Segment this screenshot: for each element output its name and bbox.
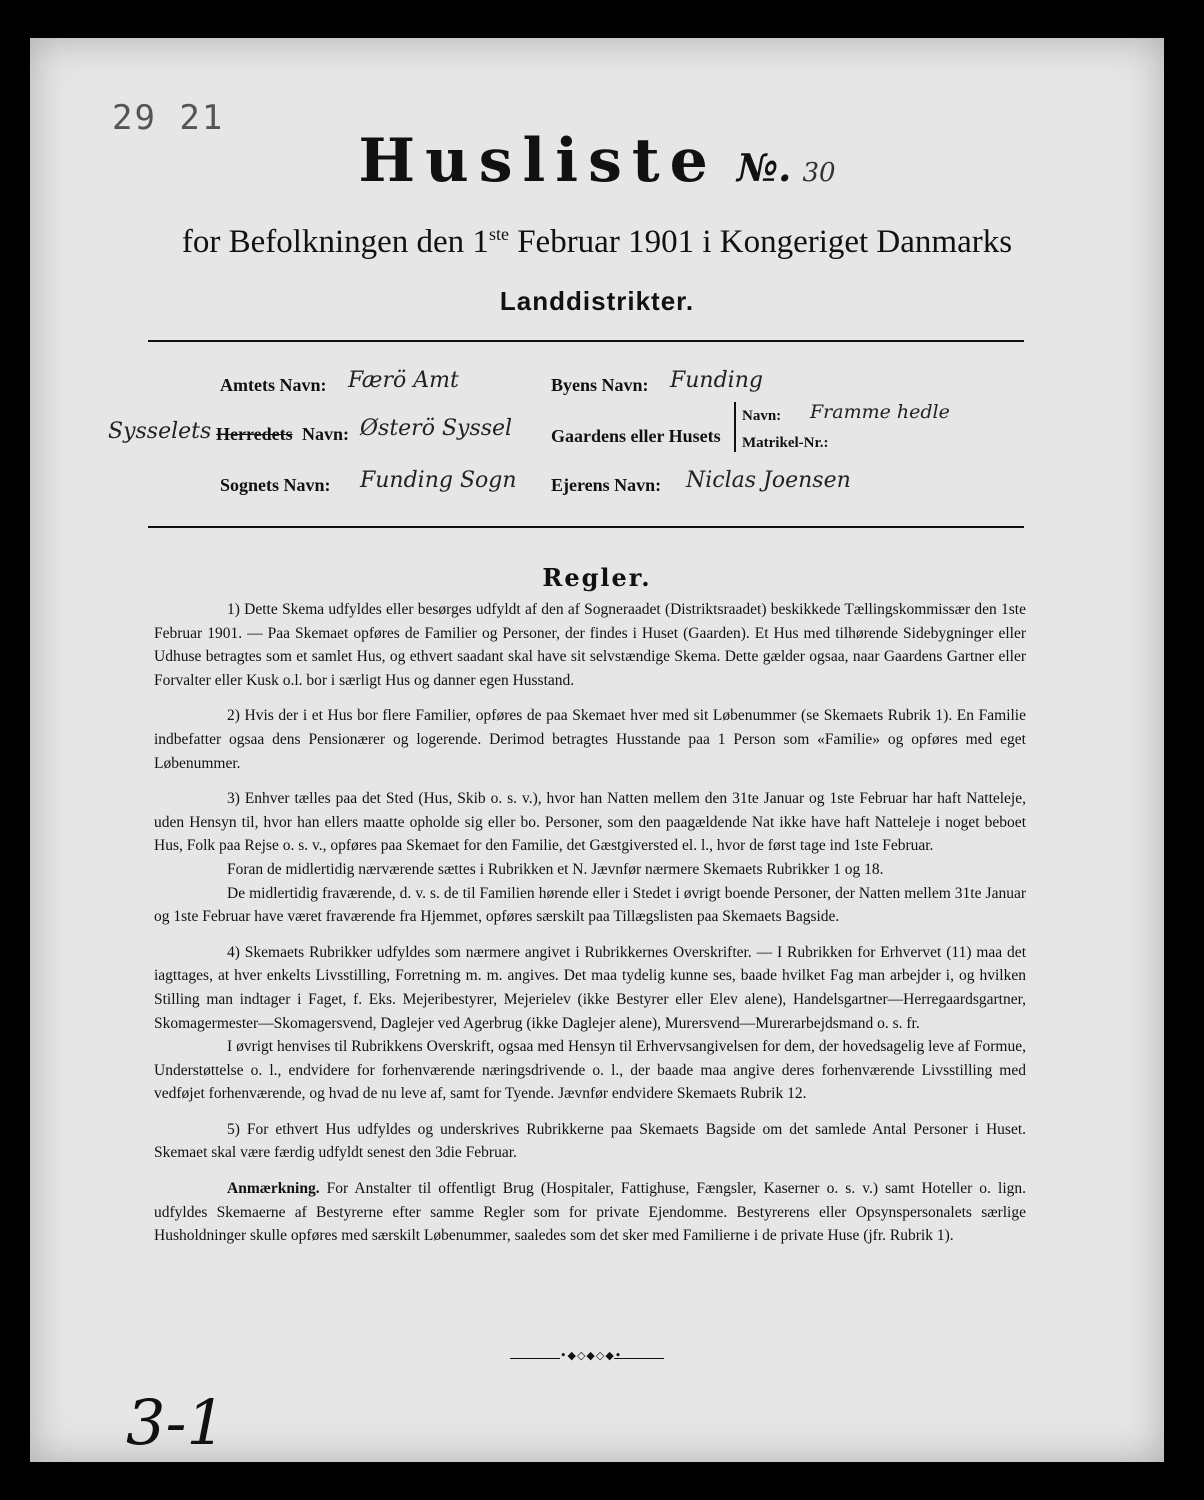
amtets-value: Færö Amt <box>348 368 459 393</box>
ornament: •◆◇◆◇◆• <box>560 1349 623 1362</box>
top-divider <box>148 340 1024 342</box>
census-form-page <box>30 38 1164 1462</box>
navn-value: Framme hedle <box>810 401 950 423</box>
number-value: 30 <box>802 158 836 188</box>
rule-2: 2) Hvis der i et Hus bor flere Familier, opføres de paa Skemaet hver med sit Løbenummer (se Skemaets Rubrik 1). En Familie indbefatter ogsaa dens Pensionærer og logerende. Derimod betragtes Husstande paa 1 Person som «Familie» og opføres med eget Løbenummer. <box>154 707 1026 772</box>
brace-line <box>734 402 740 452</box>
handwritten-mark: 3-1 <box>126 1386 226 1459</box>
rule-1: 1) Dette Skema udfyldes eller besørges udfyldt af den af Sogneraadet (Distriktsraadet) beskikkede Tællingskommissær den 1ste Februar 1901. — Paa Skemaet opføres de Familier og Personer, der findes i Huset (Gaarden). Et Hus med tilhørende Sidebygninger eller Udhuse betragtes som et samlet Hus, og ethvert saadant skal have sit selvstændige Skema. Dette gælder ogsaa, naar Gaardens Gartner eller Forvalter eller Kusk o.l. bor i særligt Hus og danner egen Husstand. <box>154 601 1026 689</box>
amtets-label: Amtets Navn: <box>220 375 327 395</box>
note-text: For Anstalter til offentligt Brug (Hospitaler, Fattighuse, Fængsler, Kaserner o. s. v.) samt Hoteller o. lign. udfyldes Skemaerne af Bestyrerne efter samme Regler som for private Ejendomme. Bestyrerens eller Opsynspersonalets særlige Husholdninger skulle opføres med særskilt Løbenummer, saaledes som det sker med Familierne i de private Huse (jfr. Rubrik 1). <box>154 1180 1026 1245</box>
rules-title: Regler. <box>542 563 652 592</box>
gaardens-label: Gaardens eller Husets <box>551 426 721 446</box>
ejerens-label: Ejerens Navn: <box>551 475 662 495</box>
ejerens-value: Niclas Joensen <box>686 468 851 493</box>
navn-label: Navn: <box>742 408 782 424</box>
subtitle-pre: for Befolkningen den 1 <box>181 224 489 260</box>
stamp-number: 29 21 <box>112 98 225 138</box>
rule-3: 3) Enhver tælles paa det Sted (Hus, Skib o. s. v.), hvor han Natten mellem den 31te Januar og 1ste Februar har haft Natteleje, uden Hensyn til, hvor han ellers maatte opholde sig eller bo. Personer, som den paagældende Nat ikke have haft Natteleje i noget beboet Hus, Folk paa Rejse o. s. v., opføres paa Skemaet for den Familie, det Gæstgiversted el. l., hvor de først tage ind 1ste Februar. <box>154 790 1026 855</box>
rules-body <box>154 598 1026 1260</box>
subtitle-post: Februar 1901 i Kongeriget Danmarks <box>508 224 1013 260</box>
herredets-struck: Herredets <box>216 424 293 444</box>
rule-4: 4) Skemaets Rubrikker udfyldes som nærmere angivet i Rubrikkernes Overskrifter. — I Rubrikken for Erhvervet (11) maa det iagttages, at hver enkelts Livsstilling, Forretning m. m. angives. Det maa tydelig kunne ses, baade hvilket Fag man arbejder i, og hvilken Stilling man indtager i Faget, f. Eks. Mejeribestyrer, Mejerielev (ikke Bestyrer eller Elev alene), Handelsgartner—Herregaardsgartner, Skomagermester—Skomagersvend, Daglejer ved Agerbrug (ikke Daglejer alene), Murersvend—Murerarbejdsmand o. s. fr. <box>154 943 1026 1032</box>
rule-3b: Foran de midlertidig nærværende sættes i Rubrikken et N. Jævnfør nærmere Skemaets Rubrikker 1 og 18. <box>227 860 884 878</box>
middle-divider <box>148 526 1024 528</box>
title-row <box>30 126 1164 196</box>
matrikel-label: Matrikel-Nr.: <box>742 435 829 451</box>
page-title: Husliste <box>358 126 718 196</box>
subtitle <box>30 224 1164 261</box>
sognets-label: Sognets Navn: <box>220 475 331 495</box>
subtitle-sup: ste <box>488 224 509 244</box>
number-label: №. <box>736 145 792 190</box>
sysselets-handwritten: Sysselets <box>108 419 212 444</box>
herredets-label: Navn: <box>302 424 350 444</box>
rule-5: 5) For ethvert Hus udfyldes og underskrives Rubrikkerne paa Skemaets Bagside om det samlede Antal Personer i Huset. Skemaet skal være færdig udfyldt senest den 3die Februar. <box>154 1120 1026 1162</box>
sognets-value: Funding Sogn <box>360 468 517 493</box>
rule-4b: I øvrigt henvises til Rubrikkens Overskrift, ogsaa med Hensyn til Erhvervsangivelsen for dem, der hovedsagelig leve af Formue, Understøttelse o. l., endvidere for forhenværende næringsdrivende o. l., der baade maa angive deres forhenværende Livsstilling med vedføjet forhenværende, og hvad de nu leve af, samt for Tyende. Jævnfør endvidere Skemaets Rubrik 12. <box>154 1038 1026 1103</box>
byens-label: Byens Navn: <box>551 375 649 395</box>
byens-value: Funding <box>670 368 763 393</box>
note-label: Anmærkning. <box>227 1180 320 1198</box>
district-heading: Landdistrikter. <box>499 286 695 316</box>
note-paragraph <box>154 1177 1026 1248</box>
herredets-value: Østerö Syssel <box>360 416 513 441</box>
rule-3c: De midlertidig fraværende, d. v. s. de til Familien hørende eller i Stedet i øvrigt boende Personer, der Natten mellem 31te Januar og 1ste Februar have været fraværende fra Hjemmet, opføres særskilt paa Tillægslisten paa Skemaets Bagside. <box>154 884 1026 926</box>
